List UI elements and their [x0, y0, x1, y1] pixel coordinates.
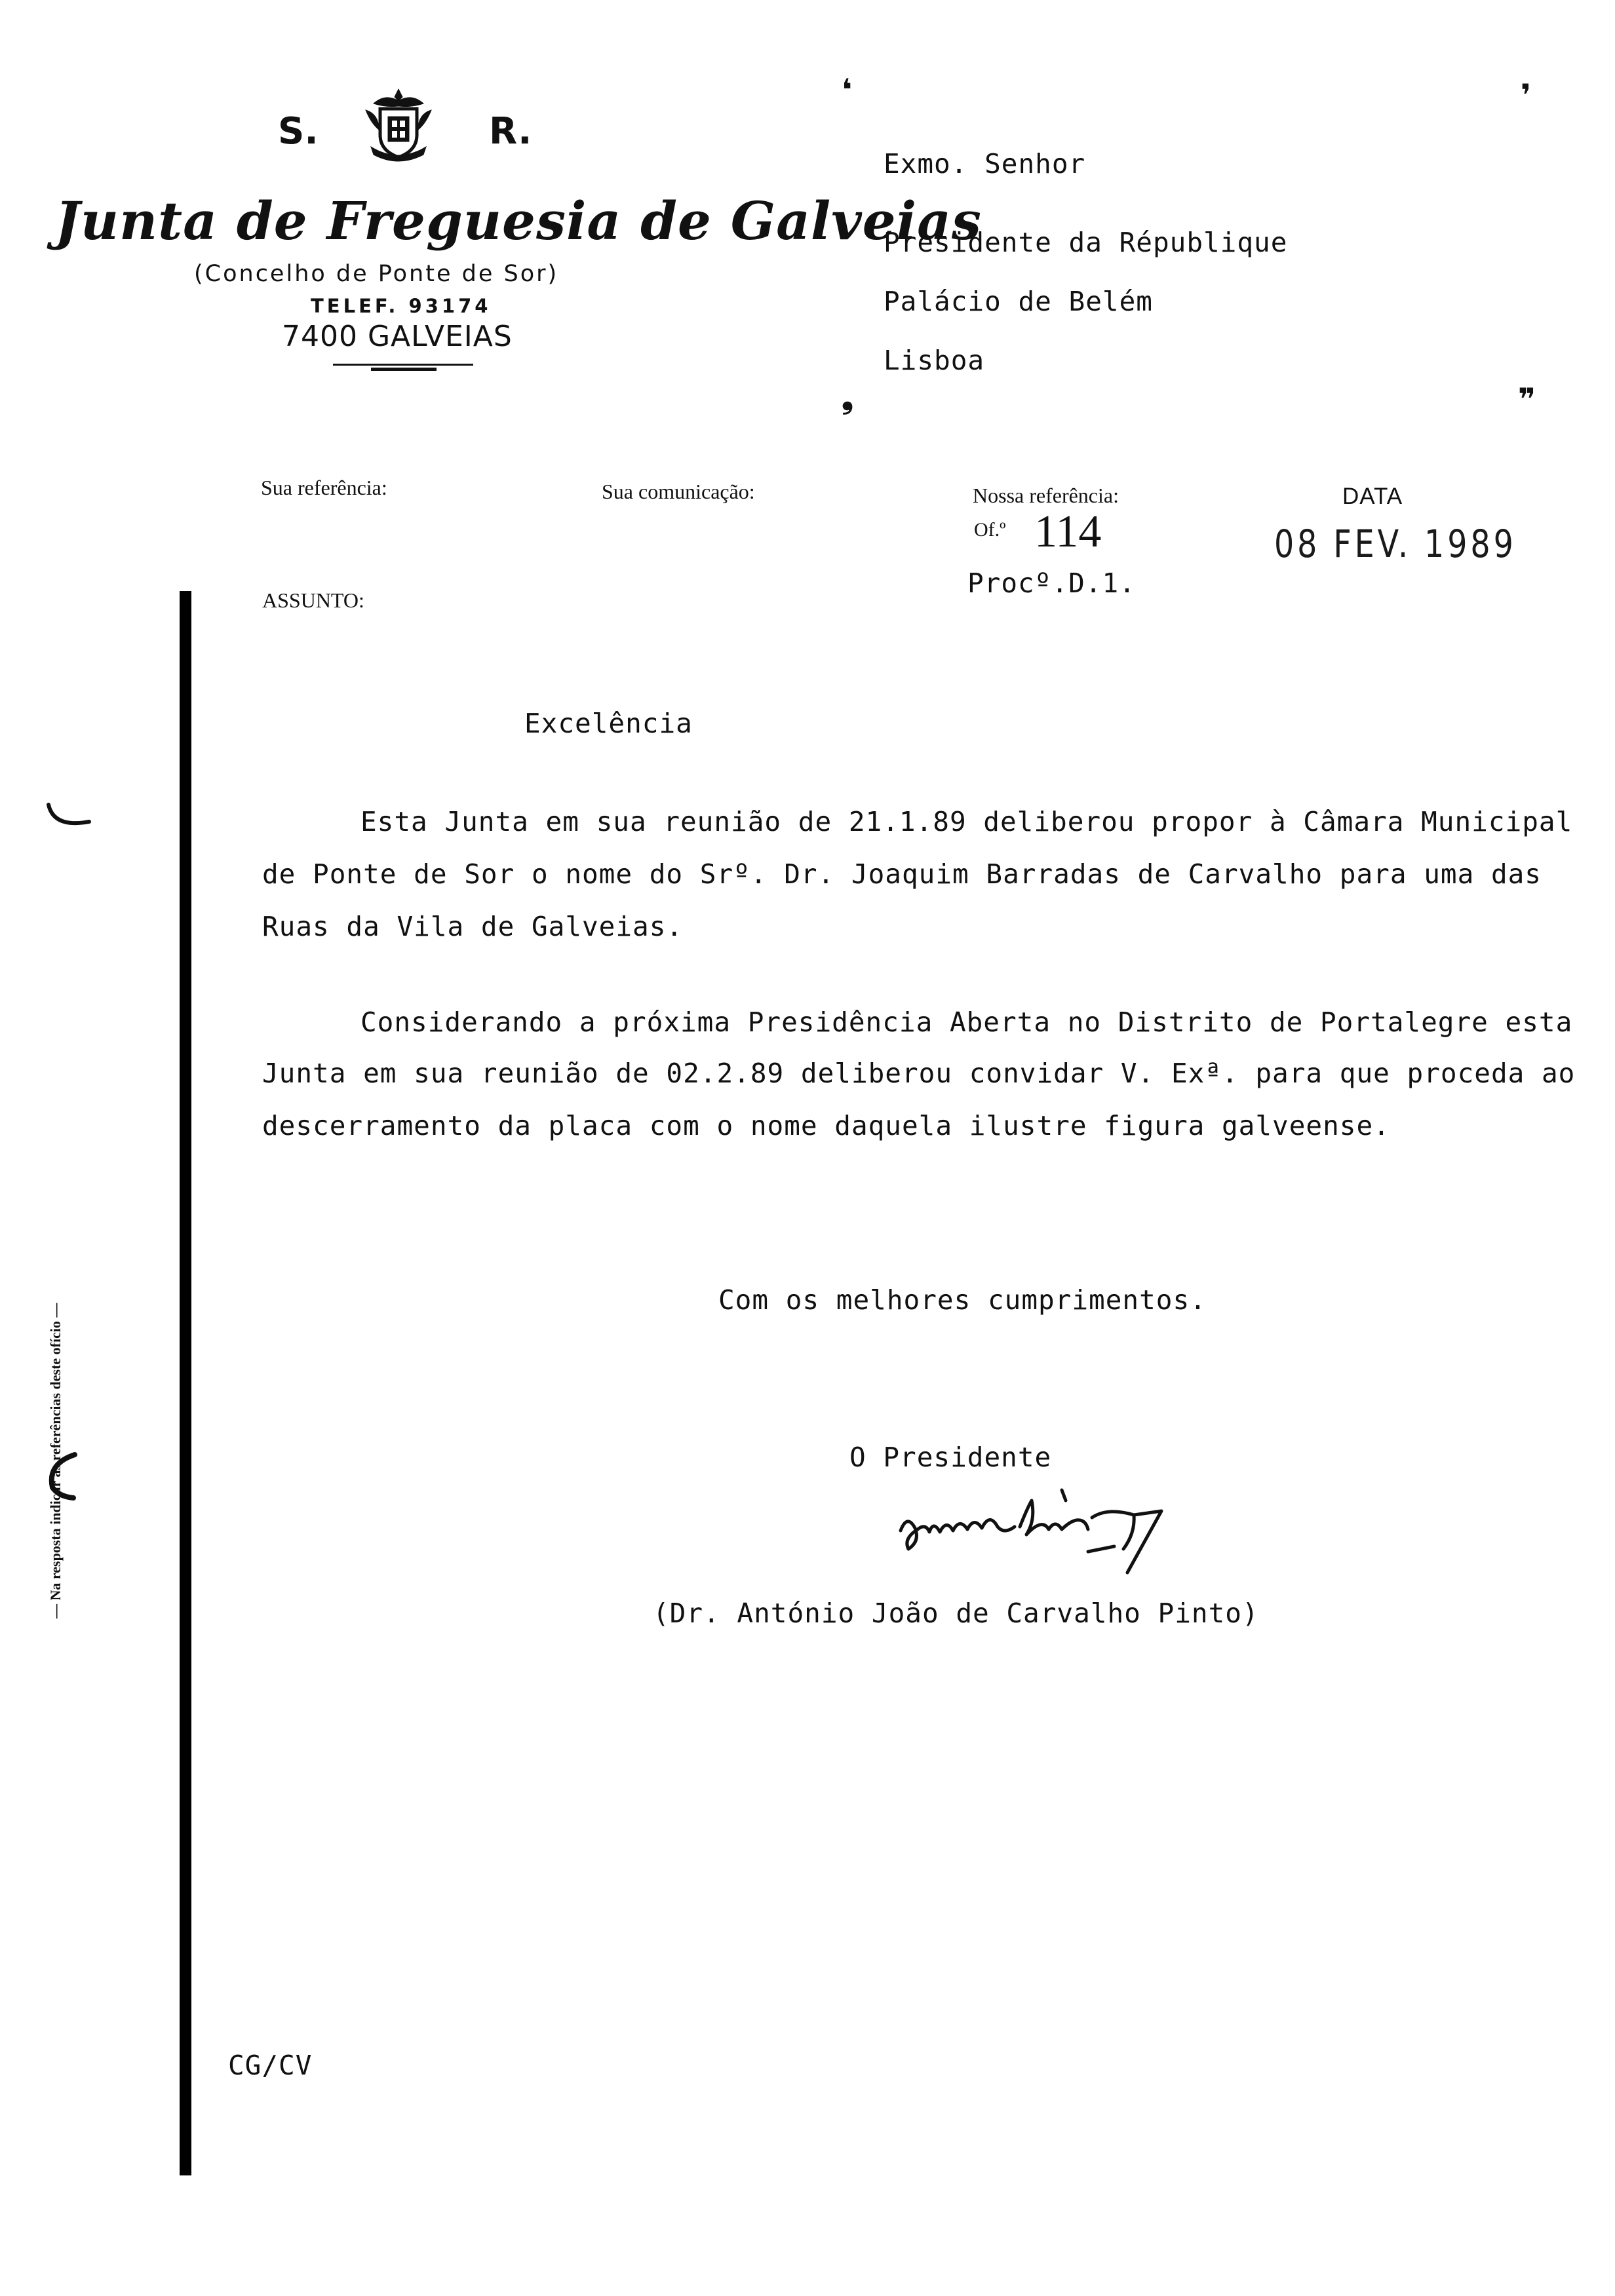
telephone-line: TELEF. 93174 [311, 295, 492, 317]
sua-referencia-label: Sua referência: [261, 476, 387, 499]
oficio-prefix: Of.º [974, 519, 1006, 541]
window-corner-top-left: ❛ [842, 72, 852, 107]
signatory-name: (Dr. António João de Carvalho Pinto) [653, 1598, 1259, 1629]
closing-regards: Com os melhores cumprimentos. [718, 1284, 1207, 1316]
date-stamp: 08 FEV. 1989 [1274, 522, 1517, 566]
letterhead-rule [333, 364, 473, 366]
margin-reply-note: — Na resposta indicar as referências deste ofício — [47, 1303, 64, 1618]
paragraph-1-line-1: Esta Junta em sua reunião de 21.1.89 deliberou propor à Câmara Municipal [360, 806, 1573, 837]
window-corner-bottom-left: ❟ [842, 380, 854, 415]
sua-comunicacao-label: Sua comunicação: [602, 480, 755, 503]
paragraph-1-line-2: de Ponte de Sor o nome do Srº. Dr. Joaquim Barradas de Carvalho para uma das [262, 858, 1542, 890]
window-corner-bottom-right: ❞ [1518, 381, 1536, 417]
greeting: Excelência [524, 708, 693, 739]
recipient-salutation: Exmo. Senhor [884, 148, 1086, 180]
fold-mark-icon [45, 802, 93, 832]
paragraph-1-line-3: Ruas da Vila de Galveias. [262, 911, 684, 942]
paragraph-2-line-3: descerramento da placa com o nome daquela ilustre figura galveense. [262, 1110, 1390, 1141]
coat-of-arms-icon [359, 84, 438, 166]
organization-name: Junta de Freguesia de Galveias [55, 190, 982, 252]
handwritten-signature [891, 1481, 1219, 1579]
typist-initials: CG/CV [228, 2050, 313, 2081]
concelho-line: (Concelho de Ponte de Sor) [194, 261, 559, 287]
assunto-label: ASSUNTO: [262, 588, 364, 612]
letterhead-left-letter: S. [278, 110, 319, 153]
process-reference: Procº.D.1. [967, 567, 1136, 599]
paragraph-2-line-2: Junta em sua reunião de 02.2.89 deliberou convidar V. Exª. para que proceda ao [262, 1058, 1576, 1089]
nossa-referencia-label: Nossa referência: [973, 484, 1119, 507]
letterhead-right-letter: R. [489, 110, 532, 153]
recipient-line-2: Palácio de Belém [884, 286, 1153, 317]
letterhead-rule-accent [371, 368, 437, 371]
data-label: DATA [1342, 484, 1403, 509]
oficio-number: 114 [1034, 507, 1102, 557]
town-line: 7400 GALVEIAS [282, 320, 513, 353]
closing-role: O Presidente [849, 1442, 1052, 1473]
recipient-line-1: Presidente da République [884, 227, 1288, 258]
left-margin-bar [180, 591, 191, 2175]
recipient-line-3: Lisboa [884, 345, 985, 376]
paragraph-2-line-1: Considerando a próxima Presidência Aberta no Distrito de Portalegre esta [360, 1006, 1573, 1038]
window-corner-top-right: ❜ [1521, 77, 1531, 113]
